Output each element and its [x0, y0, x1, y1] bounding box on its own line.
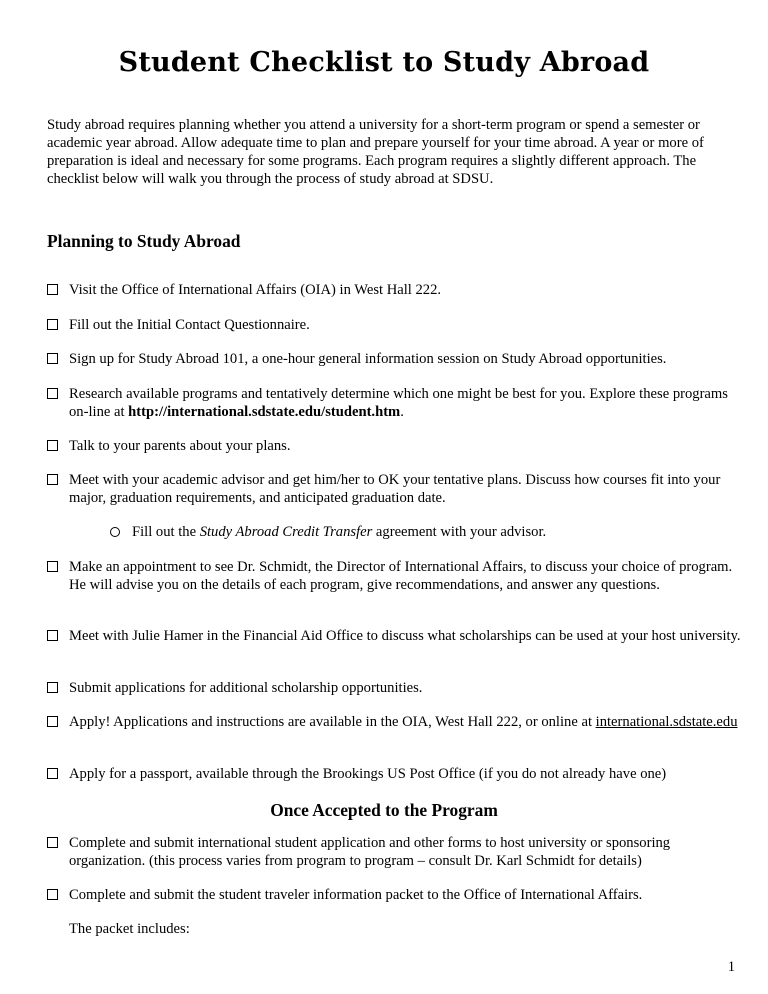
checkbox-icon[interactable] [47, 440, 58, 451]
checklist-item: Apply for a passport, available through the Brookings US Post Office (if you do not already have one) [47, 765, 749, 783]
checklist-item: Complete and submit the student traveler information packet to the Office of International Affairs. [47, 886, 749, 904]
checkbox-icon[interactable] [47, 630, 58, 641]
packet-note: The packet includes: [69, 921, 190, 937]
checkbox-icon[interactable] [47, 768, 58, 779]
checkbox-icon[interactable] [47, 353, 58, 364]
checklist-item: Visit the Office of International Affairs (OIA) in West Hall 222. [47, 281, 749, 299]
checkbox-icon[interactable] [47, 284, 58, 295]
checkbox-icon[interactable] [47, 837, 58, 848]
section-heading-planning: Planning to Study Abroad [47, 231, 241, 251]
checkbox-icon[interactable] [47, 474, 58, 485]
page-number: 1 [727, 959, 735, 975]
checkbox-icon[interactable] [47, 561, 58, 572]
checkbox-icon[interactable] [47, 889, 58, 900]
programs-link[interactable]: http://international.sdstate.edu/student.htm [128, 404, 401, 420]
checkbox-icon[interactable] [47, 716, 58, 727]
intro-paragraph: Study abroad requires planning whether you attend a university for a short-term program or spend a semester or academic year abroad. Allow adequate time to plan and prepare yourself for your time abroad. A year or more of preparation is ideal and necessary for some programs. Each program requires a slightly different approach. The checklist below will walk you through the process of study abroad at SDSU. [47, 117, 704, 187]
checkbox-icon[interactable] [47, 319, 58, 330]
page-title: Student Checklist to Study Abroad [118, 47, 650, 78]
checklist-item: Make an appointment to see Dr. Schmidt, the Director of International Affairs, to discuss your choice of program. He will advise you on the details of each program, give recommendations, and answer any questions. [47, 558, 749, 594]
checkbox-icon[interactable] [47, 388, 58, 399]
checklist-item: Sign up for Study Abroad 101, a one-hour general information session on Study Abroad opportunities. [47, 350, 749, 368]
checklist-item: Apply! Applications and instructions are available in the OIA, West Hall 222, or online at international.sdstate.edu [47, 713, 749, 731]
checklist-item: Complete and submit international student application and other forms to host university or sponsoring organization. (this process varies from program to program – consult Dr. Karl Schmidt for details) [47, 834, 749, 870]
checkbox-icon[interactable] [47, 682, 58, 693]
checklist-item: Talk to your parents about your plans. [47, 437, 749, 455]
circle-bullet-icon [110, 527, 120, 537]
checklist-item: Meet with Julie Hamer in the Financial Aid Office to discuss what scholarships can be used at your host university. [47, 627, 749, 645]
checklist-item: Submit applications for additional scholarship opportunities. [47, 679, 749, 697]
section-heading-accepted: Once Accepted to the Program [270, 800, 498, 820]
checklist-item: Meet with your academic advisor and get him/her to OK your tentative plans. Discuss how courses fit into your major, graduation requirements, and anticipated graduation date. [47, 471, 749, 507]
checklist-item: Research available programs and tentatively determine which one might be best for you. Explore these programs on-line at http://international.sdstate.edu/student.htm. [47, 385, 749, 421]
oia-website-link[interactable]: international.sdstate.edu [595, 714, 738, 730]
checklist-subitem: Fill out the Study Abroad Credit Transfer agreement with your advisor. [110, 523, 742, 541]
checklist-item: Fill out the Initial Contact Questionnaire. [47, 316, 749, 334]
